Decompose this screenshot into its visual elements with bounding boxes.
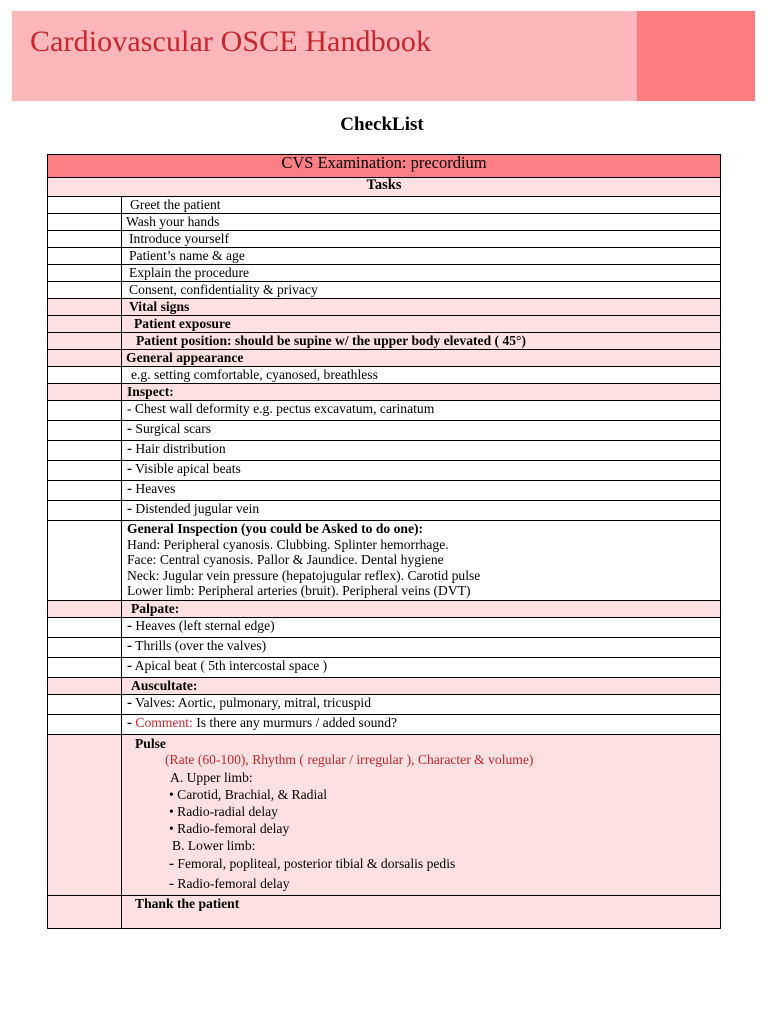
comment-label: Comment: — [135, 714, 193, 730]
check-cell — [48, 896, 122, 929]
pulse-cell — [122, 734, 721, 896]
dash-bullet: - — [127, 441, 132, 457]
task-text: Distended jugular vein — [135, 501, 260, 516]
task-text: Vital signs — [122, 299, 721, 316]
task-text: Surgical scars — [135, 421, 212, 436]
lower-limb-heading: B. Lower limb: — [172, 838, 256, 853]
dash-bullet: - — [127, 501, 132, 517]
check-cell — [48, 481, 122, 501]
check-cell — [48, 521, 122, 601]
lower-limb-item: Femoral, popliteal, posterior tibial & dorsalis pedis — [177, 856, 456, 871]
banner-accent-block — [637, 11, 755, 101]
dash-bullet: - — [127, 481, 132, 497]
general-inspection-title: General Inspection (you could be Asked to do one): — [127, 521, 424, 536]
upper-limb-item: • Carotid, Brachial, & Radial — [169, 787, 328, 802]
table-row — [48, 501, 721, 521]
general-inspection-line: Lower limb: Peripheral arteries (bruit). Peripheral veins (DVT) — [127, 583, 471, 598]
table-row — [48, 657, 721, 677]
check-cell — [48, 316, 122, 333]
check-cell — [48, 617, 122, 637]
comment-text: Is there any murmurs / added sound? — [196, 714, 398, 730]
check-cell — [48, 637, 122, 657]
auscultate-heading: Auscultate: — [122, 677, 721, 694]
check-cell — [48, 197, 122, 214]
check-cell — [48, 282, 122, 299]
pulse-row — [48, 734, 721, 896]
palpate-heading-row — [48, 600, 721, 617]
pulse-criteria: (Rate (60-100), Rhythm ( regular / irregular ), Character & volume) — [165, 752, 534, 767]
check-cell — [48, 461, 122, 481]
task-text: General appearance — [122, 350, 721, 367]
table-main-heading: CVS Examination: precordium — [48, 155, 721, 178]
check-cell — [48, 657, 122, 677]
general-inspection-cell — [122, 521, 721, 601]
check-cell — [48, 734, 122, 896]
table-row — [48, 197, 721, 214]
upper-limb-item: • Radio-radial delay — [169, 804, 278, 819]
task-text: Patient exposure — [122, 316, 721, 333]
dash-bullet: - — [169, 856, 174, 872]
upper-limb-heading: A. Upper limb: — [170, 770, 253, 785]
table-row — [48, 714, 721, 734]
check-cell — [48, 265, 122, 282]
task-text: Patient’s name & age — [122, 248, 721, 265]
dash-bullet: - — [127, 637, 132, 654]
table-row — [48, 461, 721, 481]
check-cell — [48, 248, 122, 265]
check-cell — [48, 231, 122, 248]
header-banner — [12, 11, 755, 101]
table-row — [48, 617, 721, 637]
upper-limb-item: • Radio-femoral delay — [169, 821, 290, 836]
table-row — [48, 333, 721, 350]
table-row — [48, 384, 721, 401]
check-cell — [48, 299, 122, 316]
table-row — [48, 401, 721, 421]
task-text: Thrills (over the valves) — [135, 637, 267, 653]
page-title: CheckList — [340, 114, 424, 135]
task-text: Apical beat ( 5th intercostal space ) — [134, 657, 328, 673]
task-text: - Chest wall deformity e.g. pectus excavatum, carinatum — [122, 401, 721, 421]
check-cell — [48, 600, 122, 617]
task-text: Patient position: should be supine w/ the upper body elevated ( 45°) — [122, 333, 721, 350]
task-text: Wash your hands — [122, 214, 721, 231]
pulse-title: Pulse — [135, 735, 166, 751]
check-cell — [48, 501, 122, 521]
table-row — [48, 299, 721, 316]
table-row — [48, 421, 721, 441]
check-cell — [48, 677, 122, 694]
table-row — [48, 441, 721, 461]
task-text: Inspect: — [122, 384, 721, 401]
dash-bullet: - — [127, 694, 132, 711]
task-text: Hair distribution — [135, 441, 226, 456]
check-cell — [48, 214, 122, 231]
check-cell — [48, 367, 122, 384]
lower-limb-item: Radio-femoral delay — [177, 876, 290, 891]
auscultate-heading-row — [48, 677, 721, 694]
check-cell — [48, 333, 122, 350]
check-cell — [48, 350, 122, 367]
check-cell — [48, 421, 122, 441]
check-cell — [48, 694, 122, 714]
task-text: Consent, confidentiality & privacy — [122, 282, 721, 299]
dash-bullet: - — [127, 461, 132, 477]
task-text: Heaves — [135, 481, 176, 496]
tasks-heading: Tasks — [48, 178, 721, 197]
general-inspection-line: Hand: Peripheral cyanosis. Clubbing. Splinter hemorrhage. — [127, 536, 449, 552]
task-text: Valves: Aortic, pulmonary, mitral, tricuspid — [135, 694, 371, 710]
task-text: Explain the procedure — [122, 265, 721, 282]
general-inspection-line: Neck: Jugular vein pressure (hepatojugular reflex). Carotid pulse — [127, 567, 481, 583]
task-text: Greet the patient — [122, 197, 721, 214]
table-row — [48, 248, 721, 265]
task-text: Heaves (left sternal edge) — [135, 617, 275, 633]
checklist-table — [47, 154, 721, 929]
check-cell — [48, 714, 122, 734]
dash-bullet: - — [127, 714, 132, 731]
dash-bullet: - — [169, 876, 174, 892]
table-row — [48, 694, 721, 714]
table-row — [48, 367, 721, 384]
check-cell — [48, 401, 122, 421]
table-row — [48, 481, 721, 501]
check-cell — [48, 384, 122, 401]
palpate-heading: Palpate: — [122, 600, 721, 617]
dash-bullet: - — [127, 617, 132, 634]
table-row — [48, 282, 721, 299]
tasks-heading-row — [48, 178, 721, 197]
table-row — [48, 637, 721, 657]
dash-bullet: - — [127, 421, 132, 437]
check-cell — [48, 441, 122, 461]
table-row — [48, 316, 721, 333]
dash-bullet: - — [127, 657, 132, 674]
table-row — [48, 350, 721, 367]
general-inspection-row — [48, 521, 721, 601]
task-text: Visible apical beats — [135, 461, 241, 476]
table-row — [48, 214, 721, 231]
thank-patient-text: Thank the patient — [122, 896, 721, 929]
task-text: e.g. setting comfortable, cyanosed, breathless — [122, 367, 721, 384]
thank-patient-row — [48, 896, 721, 929]
task-text: Introduce yourself — [122, 231, 721, 248]
table-main-heading-row — [48, 155, 721, 178]
banner-title: Cardiovascular OSCE Handbook — [30, 25, 432, 58]
table-row — [48, 231, 721, 248]
table-row — [48, 265, 721, 282]
general-inspection-line: Face: Central cyanosis. Pallor & Jaundice. Dental hygiene — [127, 552, 444, 567]
